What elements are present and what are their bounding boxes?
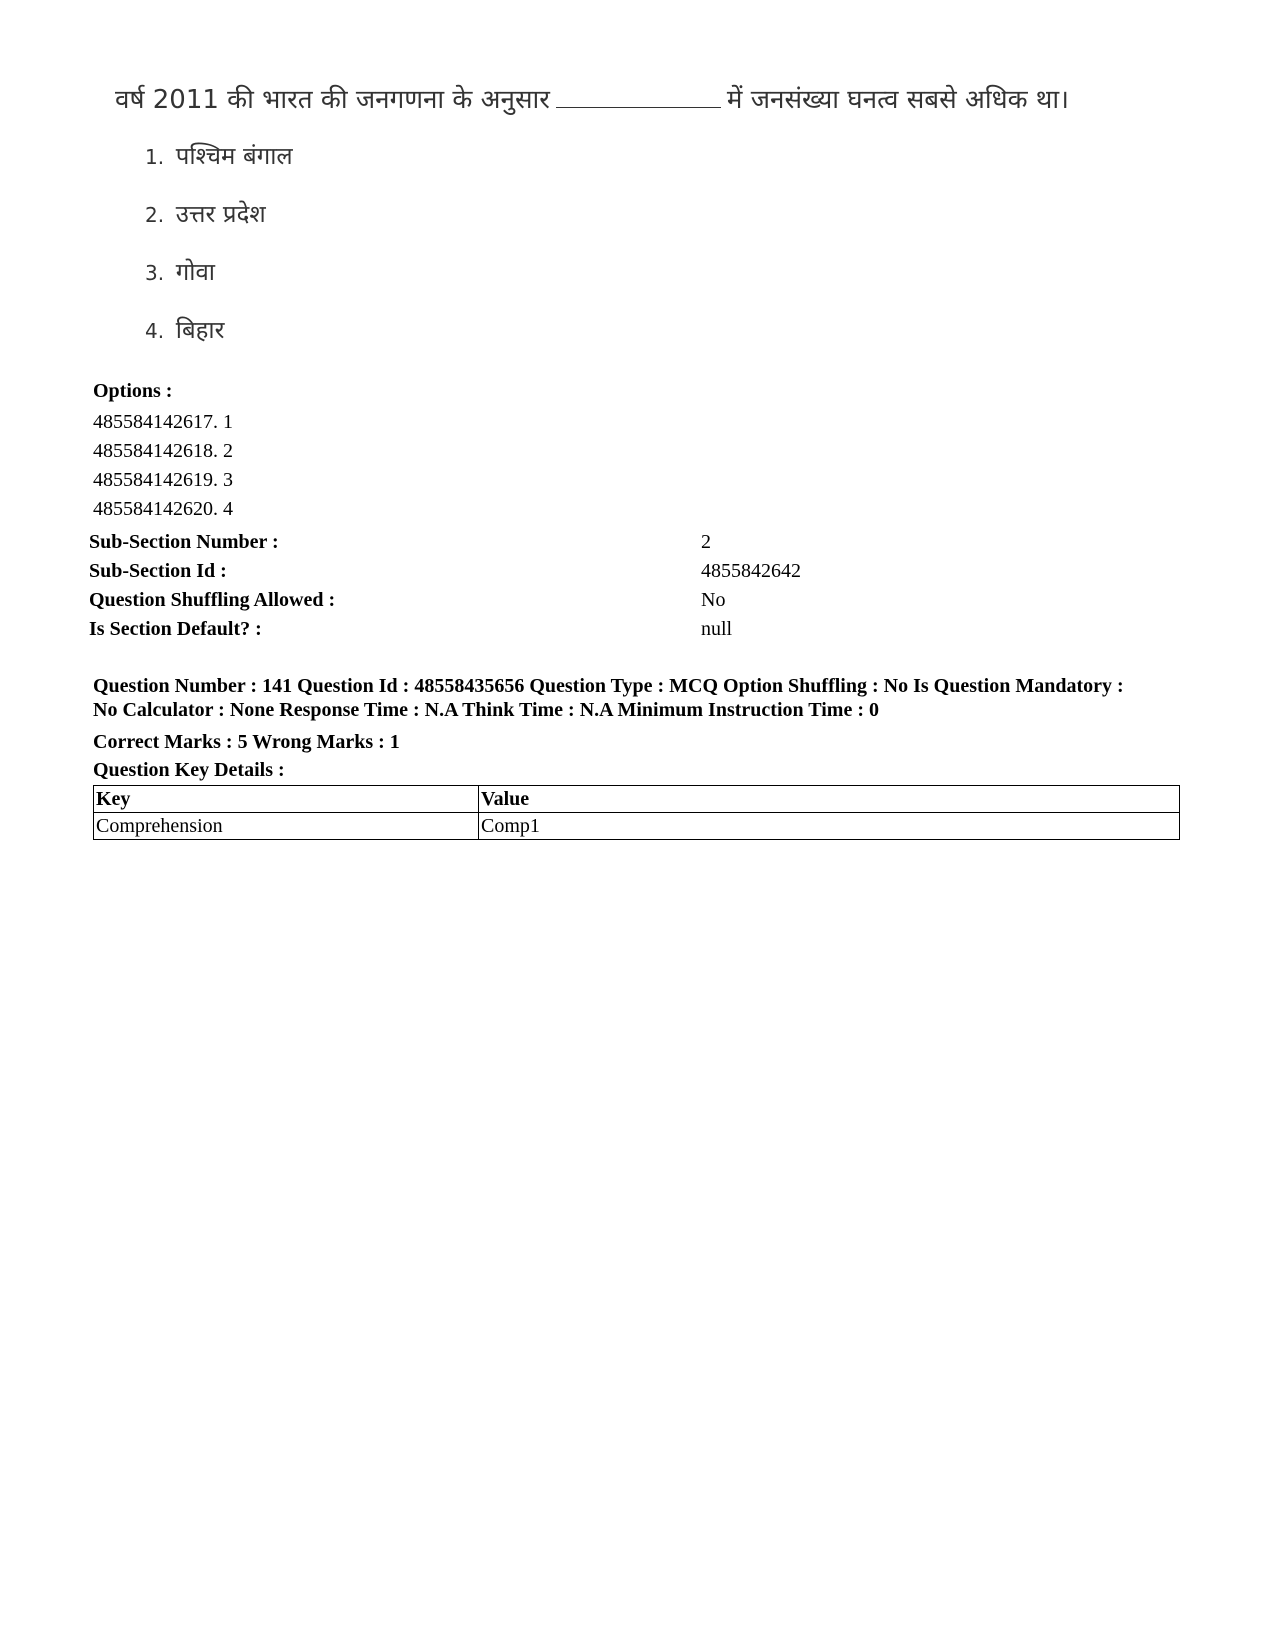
choice-item xyxy=(145,194,1115,252)
key-details-table xyxy=(93,785,1180,840)
key-table-header-row xyxy=(94,786,1180,813)
choice-text: उत्तर प्रदेश xyxy=(175,200,266,228)
choice-number: 1. xyxy=(145,145,165,169)
subsection-table xyxy=(89,528,801,644)
key-column-header: Key xyxy=(94,786,479,813)
options-block xyxy=(93,378,233,524)
subsection-row xyxy=(89,615,801,644)
marks-line: Correct Marks : 5 Wrong Marks : 1 xyxy=(93,731,400,753)
subsection-label: Question Shuffling Allowed : xyxy=(89,589,336,611)
option-row: 485584142620. 4 xyxy=(93,498,233,520)
question-stem-end: में जनसंख्या घनत्व सबसे अधिक था। xyxy=(726,85,1069,115)
question-info-line: No Calculator : None Response Time : N.A Think Time : N.A Minimum Instruction Time : 0 xyxy=(93,699,879,721)
question-info-line: Question Number : 141 Question Id : 48558435656 Question Type : MCQ Option Shuffling : No Is Question Mandatory : xyxy=(93,675,1124,697)
subsection-value: null xyxy=(701,618,733,640)
subsection-row xyxy=(89,557,801,586)
question-choices xyxy=(145,136,1115,368)
question-stem xyxy=(115,80,1115,120)
fill-in-blank xyxy=(556,83,721,108)
subsection-label: Sub-Section Id : xyxy=(89,560,227,582)
subsection-row xyxy=(89,586,801,615)
option-row: 485584142617. 1 xyxy=(93,411,233,433)
table-row xyxy=(94,813,1180,840)
subsection-label: Sub-Section Number : xyxy=(89,531,279,553)
value-column-header: Value xyxy=(479,786,1180,813)
key-details-title: Question Key Details : xyxy=(93,759,285,781)
key-cell: Comprehension xyxy=(94,813,479,840)
subsection-value: 4855842642 xyxy=(701,560,801,582)
choice-text: बिहार xyxy=(175,316,225,344)
subsection-label: Is Section Default? : xyxy=(89,618,262,640)
question-info xyxy=(93,674,1193,784)
option-row: 485584142618. 2 xyxy=(93,440,233,462)
question-image xyxy=(115,80,1115,368)
value-cell: Comp1 xyxy=(479,813,1180,840)
subsection-row xyxy=(89,528,801,557)
options-title: Options : xyxy=(93,380,173,402)
choice-number: 4. xyxy=(145,319,165,343)
subsection-value: No xyxy=(701,589,726,611)
choice-number: 2. xyxy=(145,203,165,227)
choice-text: गोवा xyxy=(175,258,216,286)
subsection-value: 2 xyxy=(701,531,711,553)
choice-item xyxy=(145,136,1115,194)
choice-item xyxy=(145,252,1115,310)
question-stem-start: वर्ष 2011 की भारत की जनगणना के अनुसार xyxy=(115,85,550,115)
choice-item xyxy=(145,310,1115,368)
option-row: 485584142619. 3 xyxy=(93,469,233,491)
choice-number: 3. xyxy=(145,261,165,285)
choice-text: पश्चिम बंगाल xyxy=(175,142,293,170)
